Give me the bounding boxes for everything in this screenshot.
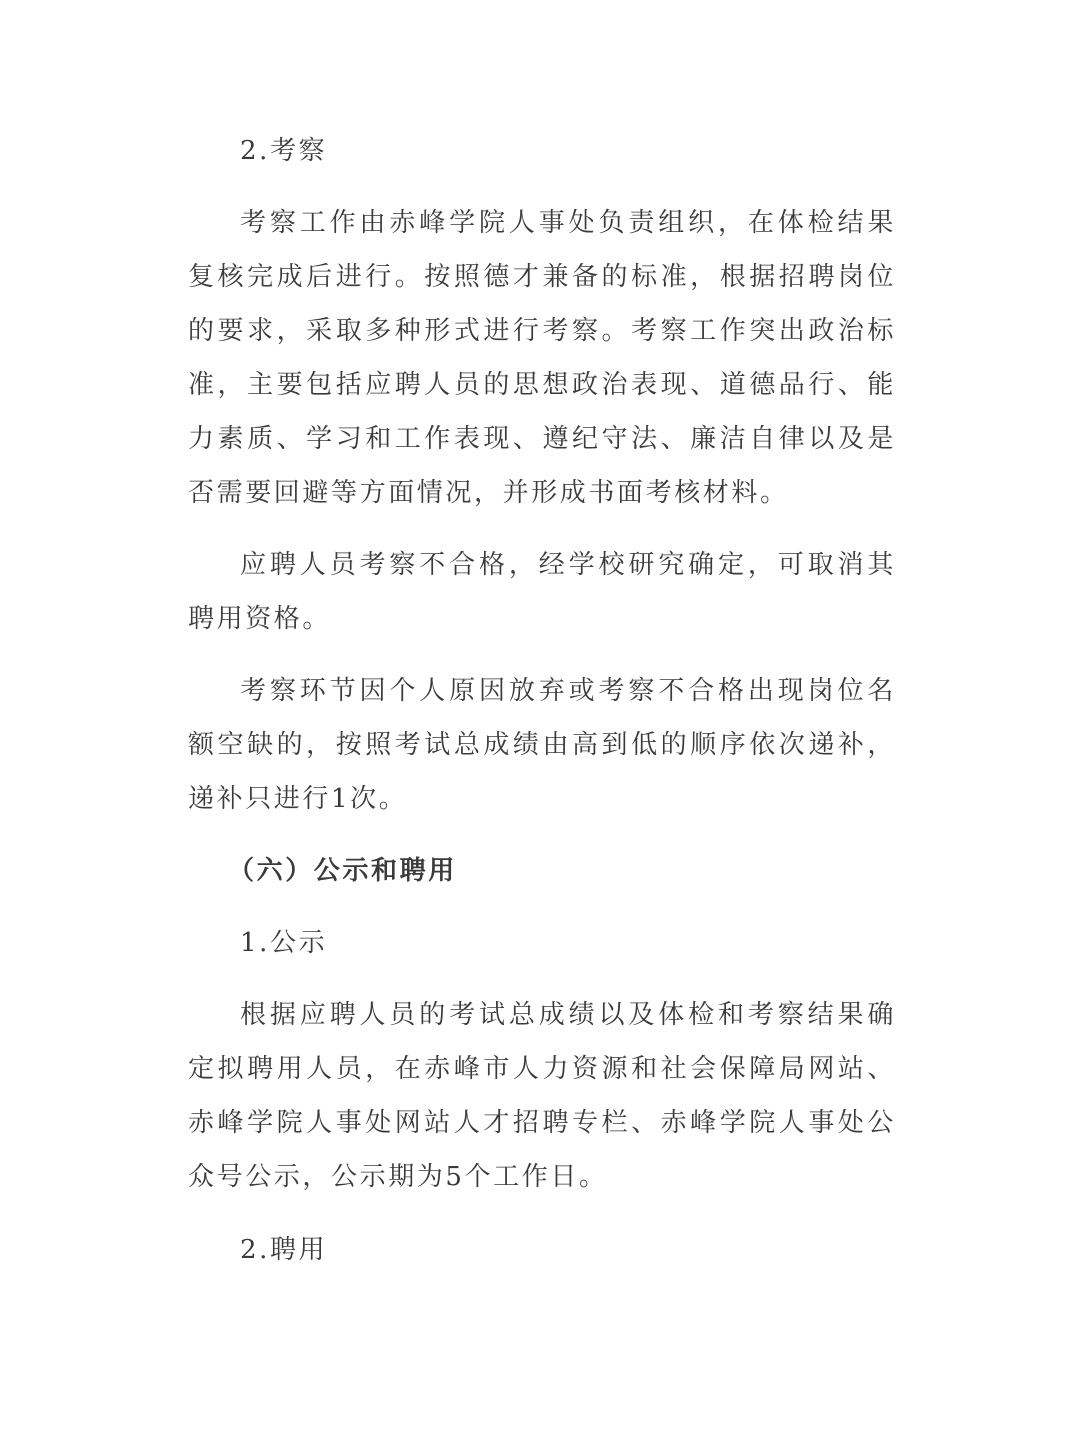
section-heading-inspection: 2.考察 [240,136,328,166]
subsection-heading-publicity: 1.公示 [240,928,328,958]
paragraph-publicity-details: 根据应聘人员的考试总成绩以及体检和考察结果确定拟聘用人员，在赤峰市人力资源和社会保障局网站、赤峰学院人事处网站人才招聘专栏、赤峰学院人事处公众号公示，公示期为5个工作日。 [188,1000,896,1192]
paragraph-inspection-failure: 应聘人员考察不合格，经学校研究确定，可取消其聘用资格。 [188,550,896,634]
paragraph-vacancy-replacement: 考察环节因个人原因放弃或考察不合格出现岗位名额空缺的，按照考试总成绩由高到低的顺序依次递补，递补只进行1次。 [188,676,896,814]
section-heading-publicity-employment: （六）公示和聘用 [228,856,457,886]
paragraph-inspection-process: 考察工作由赤峰学院人事处负责组织，在体检结果复核完成后进行。按照德才兼备的标准，根据招聘岗位的要求，采取多种形式进行考察。考察工作突出政治标准，主要包括应聘人员的思想政治表现、道德品行、能力素质、学习和工作表现、遵纪守法、廉洁自律以及是否需要回避等方面情况，并形成书面考核材料。 [188,208,896,508]
document-body [188,124,896,1277]
subsection-heading-employment: 2.聘用 [240,1235,328,1265]
